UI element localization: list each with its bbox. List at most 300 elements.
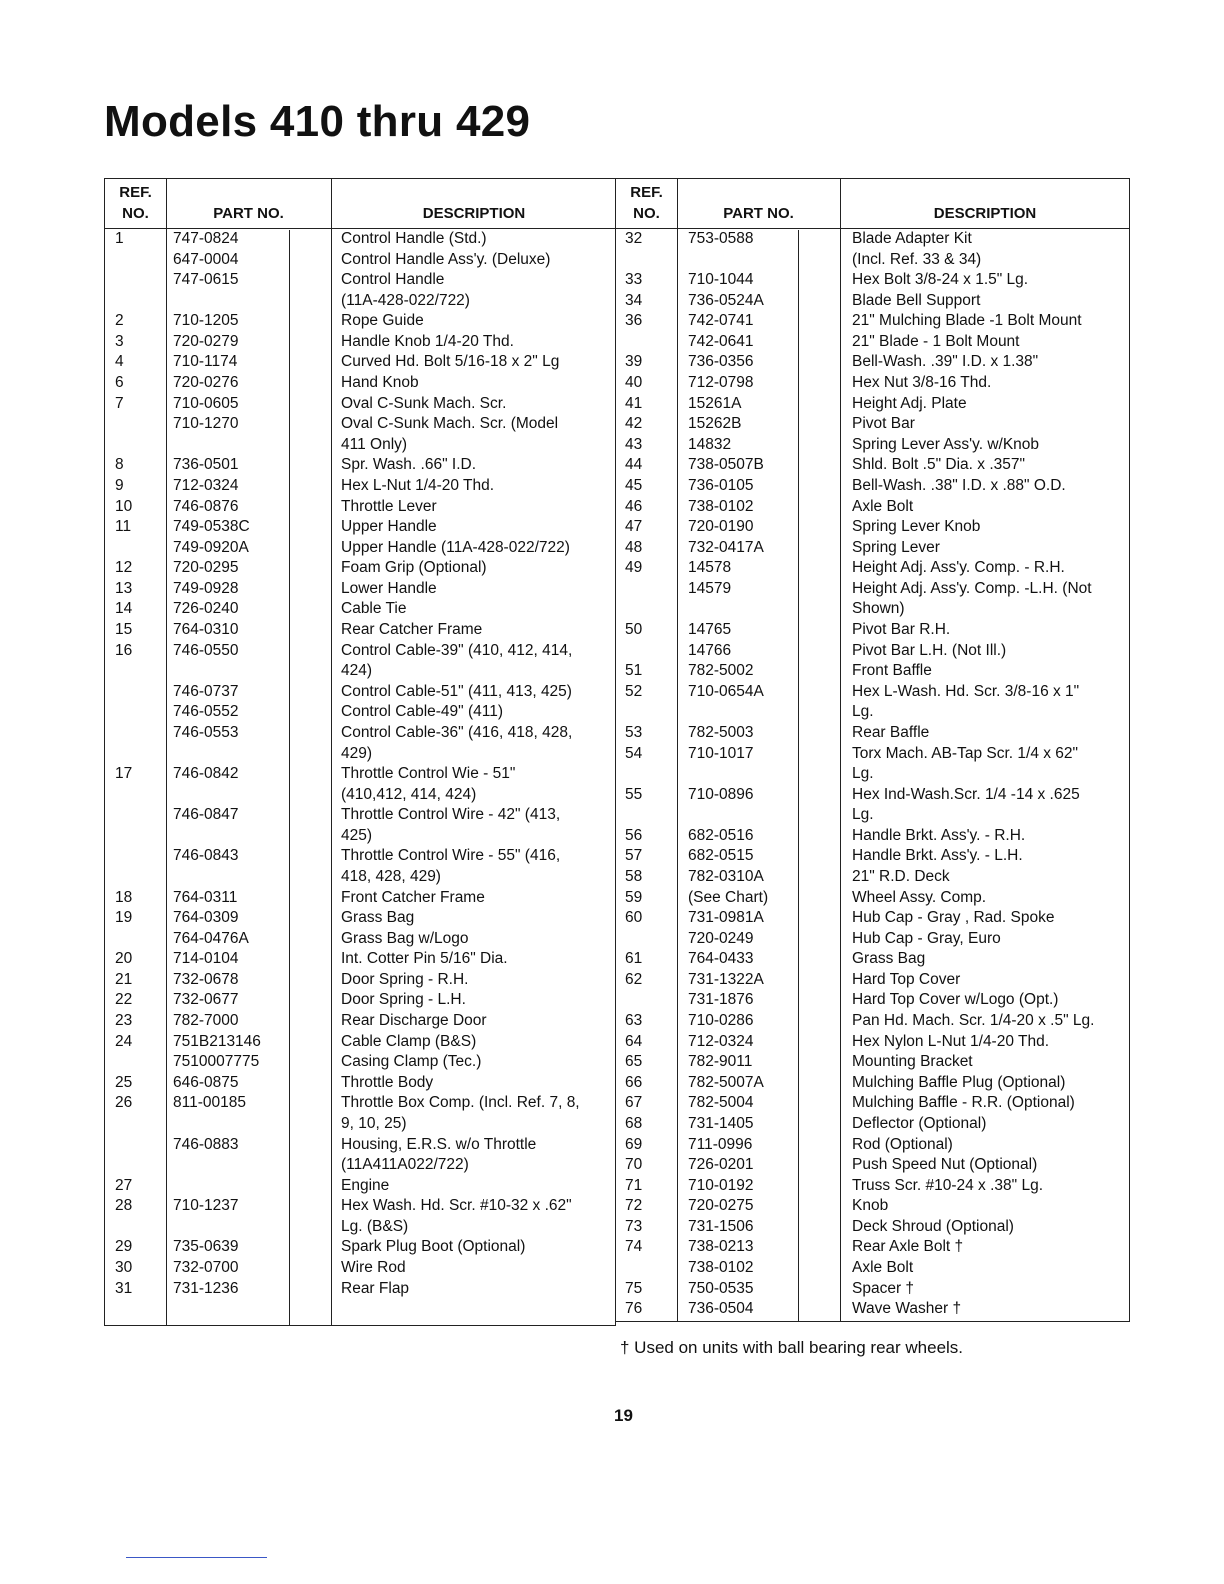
table-row xyxy=(105,805,615,826)
header-description: DESCRIPTION xyxy=(422,205,526,222)
table-row xyxy=(105,558,615,579)
table-row xyxy=(616,599,1129,620)
header-no: NO. xyxy=(122,205,149,222)
table-row xyxy=(105,785,615,806)
part-no-cell: 720-0295 xyxy=(173,559,239,577)
description-cell: Hub Cap - Gray , Rad. Spoke xyxy=(852,909,1055,927)
table-row xyxy=(616,291,1129,312)
description-cell: Bell-Wash. .39" I.D. x 1.38" xyxy=(852,353,1039,371)
description-cell: Pivot Bar R.H. xyxy=(852,621,951,639)
description-cell: Upper Handle (11A-428-022/722) xyxy=(341,538,570,556)
description-cell: Mulching Baffle Plug (Optional) xyxy=(852,1073,1066,1091)
table-row xyxy=(105,1258,615,1279)
table-row xyxy=(616,990,1129,1011)
table-row xyxy=(105,332,615,353)
part-no-cell: 742-0641 xyxy=(688,332,754,350)
part-no-cell: 782-5007A xyxy=(688,1073,764,1091)
ref-cell: 70 xyxy=(625,1156,643,1174)
table-row xyxy=(105,1073,615,1094)
part-no-cell: 746-0843 xyxy=(173,847,239,865)
table-row xyxy=(105,1237,615,1258)
ref-cell: 59 xyxy=(625,888,643,906)
table-row xyxy=(105,826,615,847)
description-cell: 21" Mulching Blade -1 Bolt Mount xyxy=(852,312,1082,330)
ref-cell: 49 xyxy=(625,559,643,577)
page-number: 19 xyxy=(614,1406,633,1425)
table-row xyxy=(105,970,615,991)
part-no-cell: 746-0876 xyxy=(173,497,239,515)
table-row xyxy=(616,826,1129,847)
table-row xyxy=(105,1011,615,1032)
table-row xyxy=(105,250,615,271)
description-cell: Torx Mach. AB-Tap Scr. 1/4 x 62" xyxy=(852,744,1079,762)
ref-cell: 72 xyxy=(625,1197,643,1215)
description-cell: Hex Bolt 3/8-24 x 1.5" Lg. xyxy=(852,271,1029,289)
part-no-cell: 710-0896 xyxy=(688,785,754,803)
part-no-cell: 764-0476A xyxy=(173,929,249,947)
ref-cell: 23 xyxy=(115,1012,133,1030)
description-cell: Hex Nylon L-Nut 1/4-20 Thd. xyxy=(852,1032,1050,1050)
part-no-cell: 782-9011 xyxy=(688,1053,753,1071)
description-cell: Lower Handle xyxy=(341,579,437,597)
part-no-cell: 746-0737 xyxy=(173,682,239,700)
table-row xyxy=(616,414,1129,435)
description-cell: 429) xyxy=(341,744,373,762)
table-row xyxy=(105,764,615,785)
description-cell: Wave Washer † xyxy=(852,1300,962,1318)
part-no-cell: 764-0309 xyxy=(173,909,239,927)
part-no-cell: 732-0677 xyxy=(173,991,239,1009)
table-row xyxy=(616,1196,1129,1217)
header-description: DESCRIPTION xyxy=(933,205,1037,222)
table-row xyxy=(616,1032,1129,1053)
description-cell: Hex L-Nut 1/4-20 Thd. xyxy=(341,476,495,494)
table-row xyxy=(616,1093,1129,1114)
part-no-cell: 746-0550 xyxy=(173,641,239,659)
description-cell: Hex Ind-Wash.Scr. 1/4 -14 x .625 xyxy=(852,785,1080,803)
ref-cell: 36 xyxy=(625,312,643,330)
description-cell: Spr. Wash. .66" I.D. xyxy=(341,456,477,474)
description-cell: Door Spring - L.H. xyxy=(341,991,466,1009)
table-row xyxy=(105,599,615,620)
part-no-cell: 710-1044 xyxy=(688,271,754,289)
description-cell: 21" R.D. Deck xyxy=(852,867,950,885)
ref-cell: 42 xyxy=(625,415,643,433)
table-row xyxy=(616,1299,1129,1320)
ref-cell: 48 xyxy=(625,538,643,556)
description-cell: Handle Brkt. Ass'y. - R.H. xyxy=(852,826,1026,844)
ref-cell: 9 xyxy=(115,476,124,494)
table-row xyxy=(616,1073,1129,1094)
description-cell: Hex Nut 3/8-16 Thd. xyxy=(852,374,992,392)
description-cell: Int. Cotter Pin 5/16" Dia. xyxy=(341,950,508,968)
ref-cell: 41 xyxy=(625,394,643,412)
description-cell: Rope Guide xyxy=(341,312,424,330)
table-row xyxy=(105,1135,615,1156)
part-no-cell: 746-0883 xyxy=(173,1135,239,1153)
part-no-cell: 647-0004 xyxy=(173,250,239,268)
table-row xyxy=(105,229,615,250)
description-cell: Throttle Control Wie - 51" xyxy=(341,765,516,783)
table-row xyxy=(616,270,1129,291)
table-row xyxy=(616,311,1129,332)
footnote: † Used on units with ball bearing rear wheels. xyxy=(620,1338,964,1357)
part-no-cell: 736-0504 xyxy=(688,1300,754,1318)
ref-cell: 34 xyxy=(625,291,643,309)
table-row xyxy=(105,744,615,765)
description-cell: Lg. xyxy=(852,703,874,721)
part-no-cell: 749-0920A xyxy=(173,538,249,556)
ref-cell: 7 xyxy=(115,394,124,412)
ref-cell: 51 xyxy=(625,662,643,680)
table-row xyxy=(105,949,615,970)
description-cell: (410,412, 414, 424) xyxy=(341,785,477,803)
ref-cell: 46 xyxy=(625,497,643,515)
ref-cell: 65 xyxy=(625,1053,643,1071)
table-row xyxy=(105,270,615,291)
table-row xyxy=(616,373,1129,394)
ref-cell: 56 xyxy=(625,826,643,844)
description-cell: 418, 428, 429) xyxy=(341,867,441,885)
table-row xyxy=(616,1217,1129,1238)
table-row xyxy=(616,888,1129,909)
table-row xyxy=(616,579,1129,600)
ref-cell: 73 xyxy=(625,1217,643,1235)
part-no-cell: 710-0654A xyxy=(688,682,764,700)
table-row xyxy=(105,1052,615,1073)
ref-cell: 69 xyxy=(625,1135,643,1153)
description-cell: Throttle Body xyxy=(341,1073,434,1091)
part-no-cell: 751B213146 xyxy=(173,1032,261,1050)
header-part-no: PART NO. xyxy=(213,205,284,222)
ref-cell: 3 xyxy=(115,332,124,350)
ref-cell: 30 xyxy=(115,1259,133,1276)
description-cell: Curved Hd. Bolt 5/16-18 x 2" Lg xyxy=(341,353,560,371)
part-no-cell: 7510007775 xyxy=(173,1053,260,1071)
ref-cell: 14 xyxy=(115,600,133,618)
description-cell: Oval C-Sunk Mach. Scr. xyxy=(341,394,507,412)
table-row xyxy=(105,661,615,682)
table-row xyxy=(105,579,615,600)
ref-cell: 60 xyxy=(625,909,643,927)
table-row xyxy=(105,620,615,641)
parts-table-left xyxy=(104,178,616,1326)
description-cell: Engine xyxy=(341,1176,390,1194)
table-row xyxy=(616,1155,1129,1176)
description-cell: Spacer † xyxy=(852,1279,915,1297)
description-cell: Upper Handle xyxy=(341,518,437,536)
description-cell: Hex Wash. Hd. Scr. #10-32 x .62" xyxy=(341,1197,572,1215)
part-no-cell: 746-0847 xyxy=(173,806,239,824)
description-cell: Control Handle xyxy=(341,271,445,289)
ref-cell: 58 xyxy=(625,867,643,885)
description-cell: Pivot Bar L.H. (Not Ill.) xyxy=(852,641,1007,659)
description-cell: 21" Blade - 1 Bolt Mount xyxy=(852,332,1020,350)
ref-cell: 50 xyxy=(625,621,643,639)
ref-cell: 20 xyxy=(115,950,133,968)
part-no-cell: 682-0516 xyxy=(688,826,754,844)
part-no-cell: 738-0213 xyxy=(688,1238,754,1256)
description-cell: Throttle Lever xyxy=(341,497,437,515)
table-row xyxy=(616,908,1129,929)
table-row xyxy=(616,785,1129,806)
table-row xyxy=(105,455,615,476)
description-cell: Spark Plug Boot (Optional) xyxy=(341,1238,526,1256)
part-no-cell: 746-0552 xyxy=(173,703,239,721)
table-row xyxy=(105,352,615,373)
table-row xyxy=(616,352,1129,373)
table-row xyxy=(105,1279,615,1300)
ref-cell: 53 xyxy=(625,723,643,741)
description-cell: Hub Cap - Gray, Euro xyxy=(852,929,1001,947)
ref-cell: 75 xyxy=(625,1279,643,1297)
part-no-cell: 720-0276 xyxy=(173,374,239,392)
table-row xyxy=(105,414,615,435)
table-row xyxy=(105,702,615,723)
part-no-cell: 720-0275 xyxy=(688,1197,754,1215)
part-no-cell: 712-0798 xyxy=(688,374,754,392)
part-no-cell: (See Chart) xyxy=(688,888,769,906)
ref-cell: 63 xyxy=(625,1012,643,1030)
part-no-cell: 731-1405 xyxy=(688,1114,754,1132)
part-no-cell: 749-0538C xyxy=(173,518,250,536)
table-row xyxy=(616,455,1129,476)
description-cell: Shown) xyxy=(852,600,905,618)
table-row xyxy=(616,1011,1129,1032)
table-row xyxy=(105,1114,615,1135)
table-row xyxy=(105,435,615,456)
table-row xyxy=(616,1258,1129,1279)
description-cell: Deck Shroud (Optional) xyxy=(852,1217,1014,1235)
description-cell: 424) xyxy=(341,662,373,680)
ref-cell: 4 xyxy=(115,353,124,371)
description-cell: Grass Bag xyxy=(852,950,926,968)
ref-cell: 27 xyxy=(115,1176,133,1194)
part-no-cell: 750-0535 xyxy=(688,1279,754,1297)
table-row xyxy=(616,435,1129,456)
ref-cell: 47 xyxy=(625,518,643,536)
part-no-cell: 753-0588 xyxy=(688,230,754,247)
table-row xyxy=(616,229,1129,250)
part-no-cell: 764-0433 xyxy=(688,950,754,968)
table-row xyxy=(616,1176,1129,1197)
description-cell: Hand Knob xyxy=(341,374,419,392)
ref-cell: 17 xyxy=(115,765,133,783)
table-row xyxy=(616,1114,1129,1135)
description-cell: Rear Discharge Door xyxy=(341,1012,487,1030)
description-cell: 9, 10, 25) xyxy=(341,1114,407,1132)
description-cell: Rear Axle Bolt † xyxy=(852,1238,964,1256)
table-row xyxy=(105,373,615,394)
page-title: Models 410 thru 429 xyxy=(104,97,531,146)
ref-cell: 2 xyxy=(115,312,124,330)
description-cell: Truss Scr. #10-24 x .38" Lg. xyxy=(852,1176,1044,1194)
description-cell: Spring Lever Knob xyxy=(852,518,981,536)
table-row xyxy=(105,929,615,950)
description-cell: Wheel Assy. Comp. xyxy=(852,888,987,906)
table-row xyxy=(105,682,615,703)
description-cell: Hex L-Wash. Hd. Scr. 3/8-16 x 1" xyxy=(852,682,1080,700)
header-no: NO. xyxy=(633,205,660,222)
part-no-cell: 714-0104 xyxy=(173,950,239,968)
description-cell: Door Spring - R.H. xyxy=(341,970,469,988)
table-row xyxy=(616,1135,1129,1156)
description-cell: Control Cable-49" (411) xyxy=(341,703,504,721)
part-no-cell: 738-0507B xyxy=(688,456,764,474)
ref-cell: 15 xyxy=(115,621,133,639)
part-no-cell: 736-0356 xyxy=(688,353,754,371)
part-no-cell: 747-0824 xyxy=(173,230,239,247)
part-no-cell: 15262B xyxy=(688,415,742,433)
part-no-cell: 710-1017 xyxy=(688,744,754,762)
ref-cell: 57 xyxy=(625,847,643,865)
description-cell: Handle Knob 1/4-20 Thd. xyxy=(341,332,514,350)
part-no-cell: 731-1322A xyxy=(688,970,764,988)
description-cell: Housing, E.R.S. w/o Throttle xyxy=(341,1135,537,1153)
part-no-cell: 720-0190 xyxy=(688,518,754,536)
part-no-cell: 14578 xyxy=(688,559,732,577)
ref-cell: 68 xyxy=(625,1114,643,1132)
table-row xyxy=(616,476,1129,497)
part-no-cell: 710-1270 xyxy=(173,415,239,433)
table-row xyxy=(616,538,1129,559)
header-ref: REF. xyxy=(119,184,152,201)
ref-cell: 32 xyxy=(625,230,643,247)
part-no-cell: 782-5002 xyxy=(688,662,754,680)
table-row xyxy=(616,682,1129,703)
description-cell: Knob xyxy=(852,1197,889,1215)
table-row xyxy=(105,1155,615,1176)
part-no-cell: 720-0279 xyxy=(173,332,239,350)
table-row xyxy=(616,517,1129,538)
part-no-cell: 731-0981A xyxy=(688,909,764,927)
table-row xyxy=(105,723,615,744)
description-cell: Mounting Bracket xyxy=(852,1053,973,1071)
part-no-cell: 14832 xyxy=(688,435,732,453)
table-row xyxy=(105,867,615,888)
part-no-cell: 712-0324 xyxy=(688,1032,754,1050)
header-ref: REF. xyxy=(630,184,663,201)
description-cell: Front Catcher Frame xyxy=(341,888,485,906)
table-row xyxy=(105,394,615,415)
table-row xyxy=(105,908,615,929)
ref-cell: 74 xyxy=(625,1238,643,1256)
part-no-cell: 710-1174 xyxy=(173,353,238,371)
table-row xyxy=(616,764,1129,785)
ref-cell: 62 xyxy=(625,970,643,988)
description-cell: Control Cable-36" (416, 418, 428, xyxy=(341,723,573,741)
part-no-cell: 738-0102 xyxy=(688,497,754,515)
table-row xyxy=(105,1176,615,1197)
table-row xyxy=(105,1032,615,1053)
part-no-cell: 710-1205 xyxy=(173,312,239,330)
table-row xyxy=(616,805,1129,826)
part-no-cell: 764-0311 xyxy=(173,888,238,906)
description-cell: (11A411A022/722) xyxy=(341,1156,469,1174)
part-no-cell: 746-0842 xyxy=(173,765,239,783)
ref-cell: 16 xyxy=(115,641,133,659)
description-cell: Mulching Baffle - R.R. (Optional) xyxy=(852,1094,1075,1112)
description-cell: Control Handle Ass'y. (Deluxe) xyxy=(341,250,551,268)
ref-cell: 24 xyxy=(115,1032,133,1050)
description-cell: Foam Grip (Optional) xyxy=(341,559,487,577)
description-cell: (Incl. Ref. 33 & 34) xyxy=(852,250,982,268)
ref-cell: 76 xyxy=(625,1300,643,1318)
header-part-no: PART NO. xyxy=(723,205,794,222)
description-cell: Axle Bolt xyxy=(852,497,914,515)
description-cell: (11A-428-022/722) xyxy=(341,291,470,309)
part-no-cell: 736-0524A xyxy=(688,291,764,309)
ref-cell: 67 xyxy=(625,1094,643,1112)
part-no-cell: 782-0310A xyxy=(688,867,764,885)
part-no-cell: 731-1876 xyxy=(688,991,754,1009)
description-cell: Control Cable-39" (410, 412, 414, xyxy=(341,641,573,659)
part-no-cell: 710-1237 xyxy=(173,1197,239,1215)
ref-cell: 44 xyxy=(625,456,643,474)
ref-cell: 28 xyxy=(115,1197,133,1215)
ref-cell: 33 xyxy=(625,271,643,289)
part-no-cell: 782-5003 xyxy=(688,723,754,741)
table-row xyxy=(105,641,615,662)
table-row xyxy=(616,702,1129,723)
ref-cell: 22 xyxy=(115,991,133,1009)
table-row xyxy=(105,497,615,518)
part-no-cell: 732-0678 xyxy=(173,970,239,988)
description-cell: Rear Catcher Frame xyxy=(341,621,483,639)
description-cell: Control Cable-51" (411, 413, 425) xyxy=(341,682,572,700)
bottom-rule xyxy=(126,1557,267,1558)
description-cell: Throttle Control Wire - 55" (416, xyxy=(341,847,561,865)
ref-cell: 71 xyxy=(625,1176,643,1194)
ref-cell: 18 xyxy=(115,888,133,906)
description-cell: Spring Lever Ass'y. w/Knob xyxy=(852,435,1040,453)
description-cell: Hard Top Cover xyxy=(852,970,961,988)
part-no-cell: 710-0286 xyxy=(688,1012,754,1030)
ref-cell: 54 xyxy=(625,744,643,762)
table-row xyxy=(105,291,615,312)
ref-cell: 11 xyxy=(115,518,132,536)
part-no-cell: 14766 xyxy=(688,641,732,659)
table-row xyxy=(616,641,1129,662)
ref-cell: 26 xyxy=(115,1094,133,1112)
table-row xyxy=(616,497,1129,518)
description-cell: Lg. xyxy=(852,765,874,783)
part-no-cell: 732-0417A xyxy=(688,538,764,556)
table-row xyxy=(616,661,1129,682)
description-cell: Pan Hd. Mach. Scr. 1/4-20 x .5" Lg. xyxy=(852,1012,1095,1030)
ref-cell: 64 xyxy=(625,1032,643,1050)
table-row xyxy=(616,332,1129,353)
description-cell: Lg. (B&S) xyxy=(341,1217,409,1235)
table-row xyxy=(616,949,1129,970)
description-cell: Cable Tie xyxy=(341,600,407,618)
table-row xyxy=(616,744,1129,765)
ref-cell: 61 xyxy=(625,950,643,968)
part-no-cell: 811-00185 xyxy=(173,1094,246,1112)
part-no-cell: 726-0201 xyxy=(688,1156,754,1174)
description-cell: Deflector (Optional) xyxy=(852,1114,987,1132)
parts-table-right xyxy=(616,178,1130,1322)
ref-cell: 39 xyxy=(625,353,643,371)
description-cell: Grass Bag xyxy=(341,909,415,927)
ref-cell: 55 xyxy=(625,785,643,803)
ref-cell: 25 xyxy=(115,1073,133,1091)
part-no-cell: 736-0501 xyxy=(173,456,239,474)
description-cell: Spring Lever xyxy=(852,538,940,556)
ref-cell: 66 xyxy=(625,1073,643,1091)
table-row xyxy=(105,1093,615,1114)
part-no-cell: 15261A xyxy=(688,394,742,412)
